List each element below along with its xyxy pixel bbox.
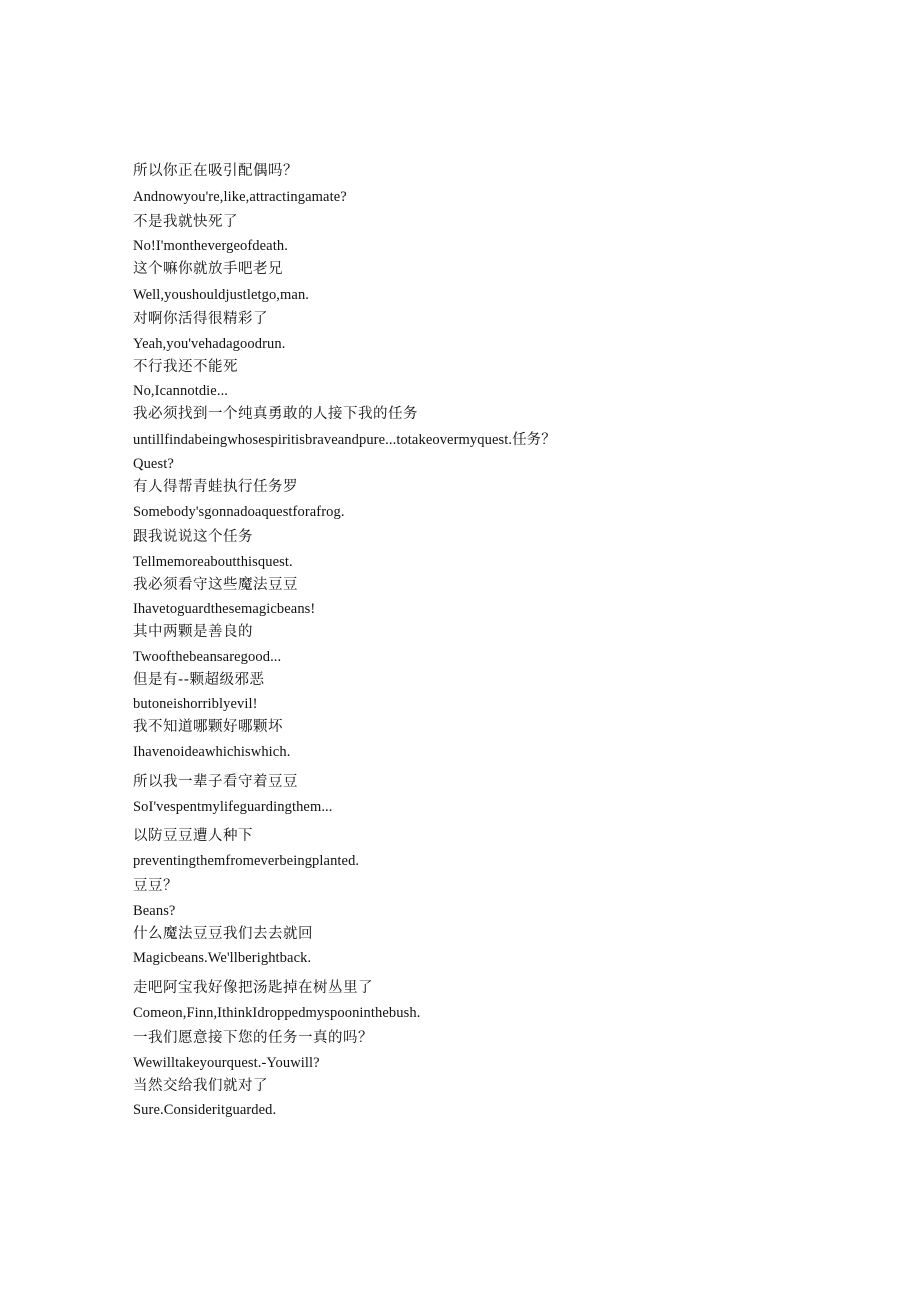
transcript-line: 不是我就快死了: [133, 214, 238, 230]
transcript-line: 豆豆？: [133, 878, 178, 894]
transcript-line: 有人得帮青蛙执行任务罗: [133, 479, 298, 495]
transcript-line: 不行我还不能死: [133, 359, 238, 375]
transcript-line: Tellmemoreaboutthisquest.: [133, 554, 293, 570]
transcript-line: 所以你正在吸引配偶吗？: [133, 163, 298, 179]
transcript-line: butoneishorriblyevil!: [133, 696, 258, 712]
transcript-line: 所以我一辈子看守着豆豆: [133, 774, 298, 790]
transcript-line: 走吧阿宝我好像把汤匙掉在树丛里了: [133, 980, 373, 996]
transcript-line: 我必须找到一个纯真勇敢的人接下我的任务: [133, 406, 418, 422]
transcript-line: 其中两颗是善良的: [133, 624, 253, 640]
transcript-line: 当然交给我们就对了: [133, 1078, 268, 1094]
transcript-line: 以防豆豆遭人种下: [133, 828, 253, 844]
transcript-line: 这个嘛你就放手吧老兄: [133, 261, 283, 277]
transcript-line: 我不知道哪颗好哪颗坏: [133, 719, 283, 735]
transcript-line: 但是有--颗超级邪恶: [133, 672, 265, 688]
transcript-line: No!I'monthevergeofdeath.: [133, 238, 288, 254]
transcript-line: Well,youshouldjustletgo,man.: [133, 287, 310, 303]
transcript-line: Quest?: [133, 456, 174, 472]
transcript-line: Wewilltakeyourquest.-Youwill?: [133, 1055, 320, 1071]
transcript-line: No,Icannotdie...: [133, 383, 229, 399]
transcript-line: 对啊你活得很精彩了: [133, 311, 268, 327]
transcript-line: Andnowyou're,like,attractingamate?: [133, 189, 347, 205]
transcript-line: Comeon,Finn,IthinkIdroppedmyspooninthebush.: [133, 1005, 421, 1021]
transcript-line: Sure.Consideritguarded.: [133, 1102, 277, 1118]
transcript-line: Yeah,you'vehadagoodrun.: [133, 336, 286, 352]
transcript-line: Beans?: [133, 903, 176, 919]
transcript-line: SoI'vespentmylifeguardingthem...: [133, 799, 333, 815]
transcript-line: 跟我说说这个任务: [133, 529, 253, 545]
transcript-line: 我必须看守这些魔法豆豆: [133, 577, 298, 593]
transcript-line: Twoofthebeansaregood...: [133, 649, 282, 665]
transcript-line: Magicbeans.We'llberightback.: [133, 950, 312, 966]
transcript-line: Ihavenoideawhichiswhich.: [133, 744, 291, 760]
transcript-line: preventingthemfromeverbeingplanted.: [133, 853, 360, 869]
transcript-line: Ihavetoguardthesemagicbeans!: [133, 601, 316, 617]
transcript-line: 一我们愿意接下您的任务一真的吗？: [133, 1030, 373, 1046]
transcript-line: 什么魔法豆豆我们去去就回: [133, 926, 313, 942]
transcript-line: untillfindabeingwhosespiritisbraveandpure...totakeovermyquest.任务？: [133, 432, 556, 448]
transcript-line: Somebody'sgonnadoaquestforafrog.: [133, 504, 345, 520]
